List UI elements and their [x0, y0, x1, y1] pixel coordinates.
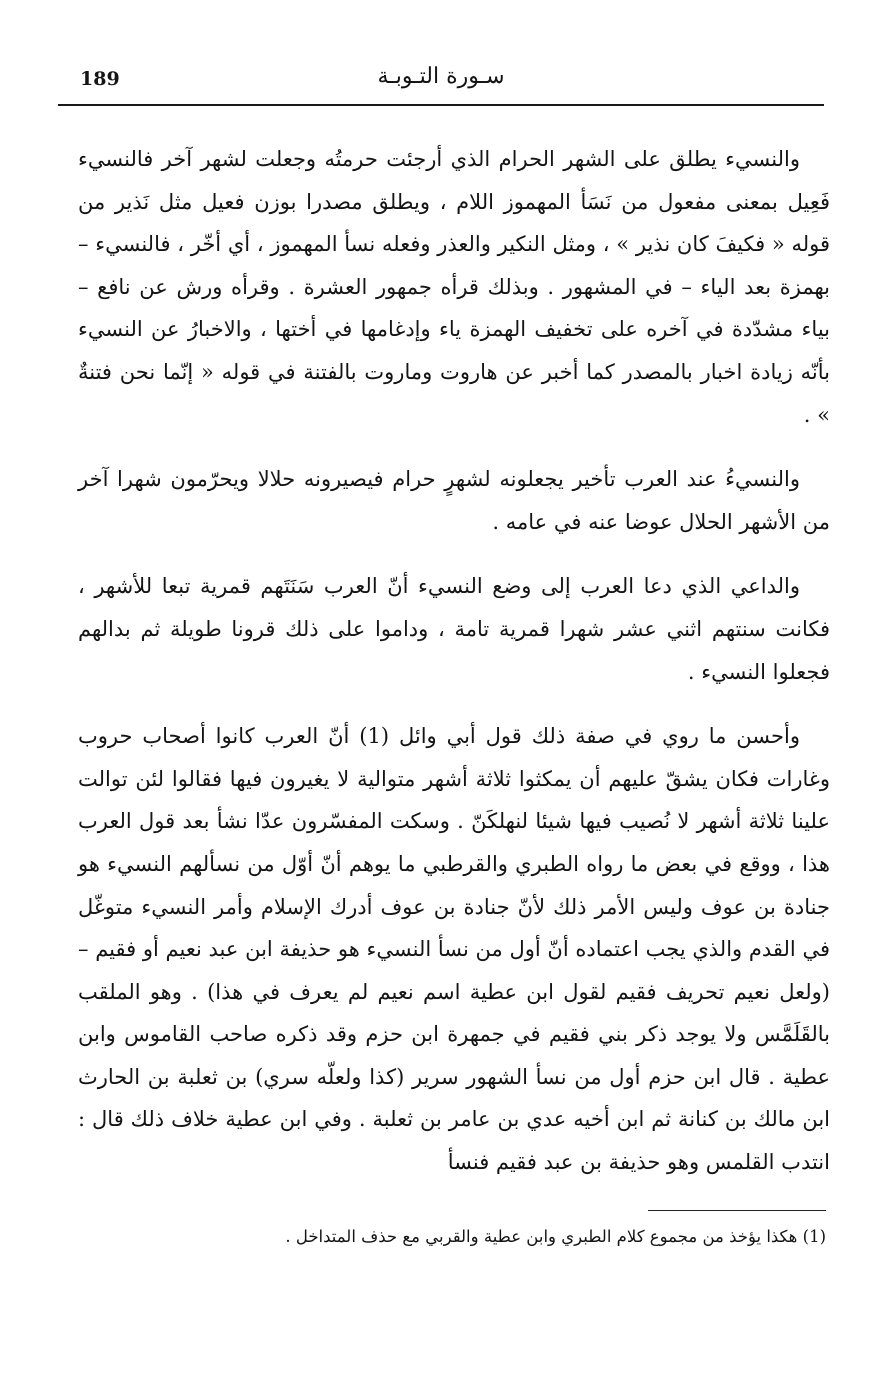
page-header [58, 60, 824, 106]
paragraph-3: والداعي الذي دعا العرب إلى وضع النسيء أنّ العرب سَنَتَهم قمرية تبعا للأشهر ، فكانت سنتهم اثني عشر شهرا قمرية تامة ، وداموا على ذلك قرونا طويلة ثم بدالهم فجعلوا النسيء . [78, 574, 830, 684]
page-number: 189 [80, 68, 120, 90]
footnote: (1) هكذا يؤخذ من مجموع كلام الطبري وابن عطية والقربي مع حذف المتداخل . [285, 1227, 826, 1246]
paragraph-4: وأحسن ما روي في صفة ذلك قول أبي وائل (1) أنّ العرب كانوا أصحاب حروب وغارات فكان يشقّ عليهم أن يمكثوا ثلاثة أشهر متوالية لا يغيرون فيها فقالوا لئن توالت علينا ثلاثة أشهر لا نُصيب فيها شيئا لنهلكَنّ . وسكت المفسّرون عدّا نشأ بعد قول العرب هذا ، ووقع في بعض ما رواه الطبري والقرطبي ما يوهم أنّ أوّل من نسألهم النسيء هو جنادة بن عوف وليس الأمر ذلك لأنّ جنادة بن عوف أدرك الإسلام وأمر النسيء متوغّل في القدم والذي يجب اعتماده أنّ أول من نسأ النسيء هو حذيفة ابن عبد نعيم أو فقيم – (ولعل نعيم تحريف فقيم لقول ابن عطية اسم نعيم لم يعرف في هذا) . وهو الملقب بالقَلَمَّس ولا يوجد ذكر بني فقيم في جمهرة ابن حزم وقد ذكره صاحب القاموس وابن عطية . قال ابن حزم أول من نسأ الشهور سرير (كذا ولعلّه سري) بن ثعلبة بن الحارث ابن مالك بن كنانة ثم ابن أخيه عدي بن عامر بن ثعلبة . وفي ابن عطية خلاف ذلك قال : انتدب القلمس وهو حذيفة بن عبد فقيم فنسأ [78, 724, 830, 1175]
page-title: سـورة التـوبـة [377, 64, 505, 89]
paragraph-1: والنسيء يطلق على الشهر الحرام الذي أرجئت حرمتُه وجعلت لشهر آخر فالنسيء فَعِيل بمعنى مفعول من نَسَأ المهموز اللام ، ويطلق مصدرا بوزن فعيل مثل نَذير من قوله « فكيفَ كان نذير » ، ومثل النكير والعذر وفعله نسأ المهموز ، أي أخّر ، فالنسيء – بهمزة بعد الياء – في المشهور . وبذلك قرأه جمهور العشرة . وقرأه ورش عن نافع – بياء مشدّدة في آخره على تخفيف الهمزة ياء وإدغامها في أختها ، والاخبارُ عن النسيء بأنّه زيادة اخبار بالمصدر كما أخبر عن هاروت وماروت بالفتنة في قوله « إنّما نحن فتنةٌ » . [78, 147, 830, 427]
page-body [78, 138, 830, 1206]
footnote-divider [648, 1210, 826, 1211]
paragraph-2: والنسيءُ عند العرب تأخير يجعلونه لشهرٍ حرام فيصيرونه حلالا ويحرّمون شهرا آخر من الأشهر الحلال عوضا عنه في عامه . [78, 467, 830, 534]
